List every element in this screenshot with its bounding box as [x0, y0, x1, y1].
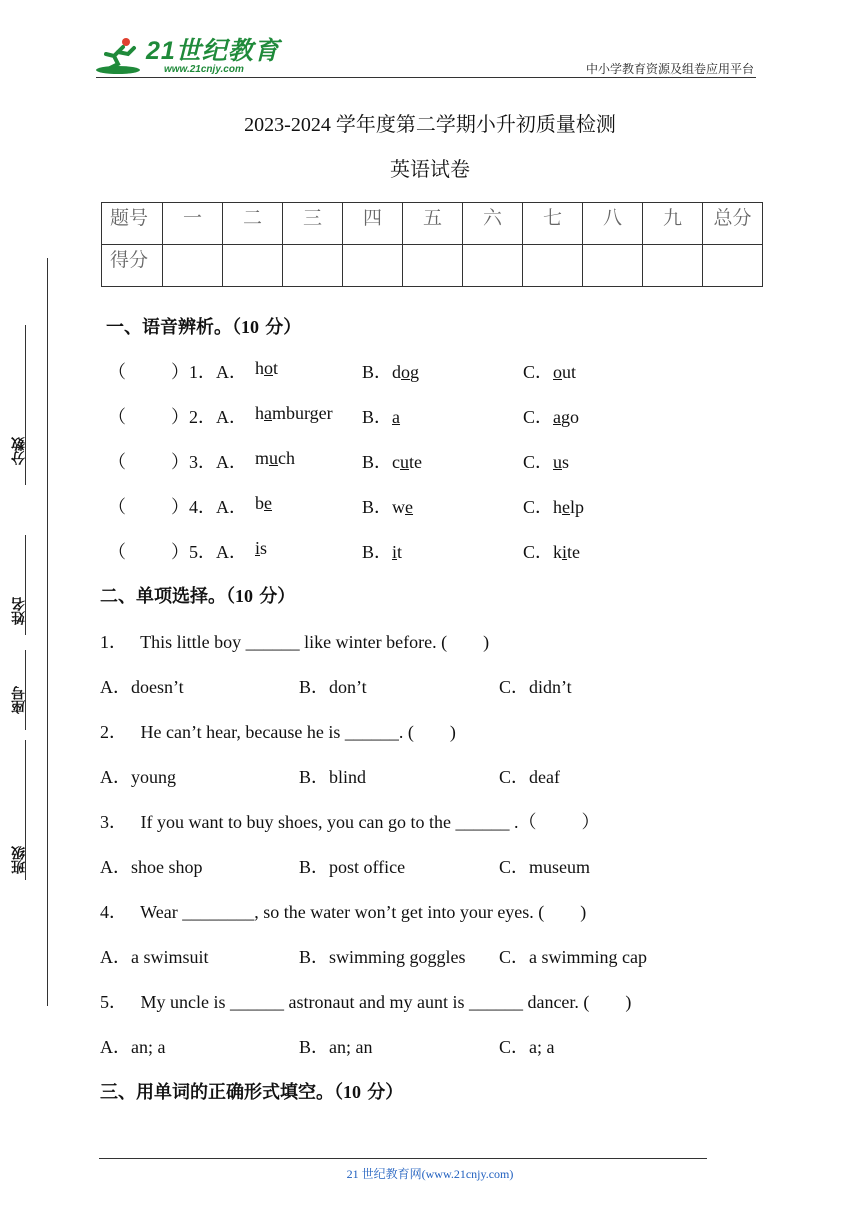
logo-name: 21世纪教育: [146, 36, 280, 65]
choice-c[interactable]: C．a swimming cap: [499, 947, 647, 967]
choice-b[interactable]: B．don’t: [299, 677, 367, 697]
answer-paren[interactable]: （: [108, 362, 126, 382]
score-input-cell[interactable]: [583, 245, 643, 287]
item-number: ）1．A．: [171, 362, 247, 382]
score-row-label: 得分: [102, 245, 163, 287]
score-input-cell[interactable]: [703, 245, 763, 287]
score-input-cell[interactable]: [403, 245, 463, 287]
score-cell: 题号: [102, 203, 163, 245]
choice-c[interactable]: C．museum: [499, 857, 591, 877]
score-input-cell[interactable]: [283, 245, 343, 287]
option-b: B．we: [362, 497, 414, 517]
footer-divider: [99, 1158, 707, 1159]
score-input-cell[interactable]: [163, 245, 223, 287]
choice-a[interactable]: A．shoe shop: [100, 857, 203, 877]
score-table-header-row: [102, 203, 763, 245]
choice-a[interactable]: A．young: [100, 767, 176, 787]
score-cell: 二: [223, 203, 283, 245]
score-input-cell[interactable]: [523, 245, 583, 287]
choice-a[interactable]: A．doesn’t: [100, 677, 184, 697]
question-text: 1． This little boy ______ like winter before. ( ): [100, 632, 490, 652]
question-text: 5． My uncle is ______ astronaut and my aunt is ______ dancer. ( ): [100, 992, 632, 1012]
score-input-cell[interactable]: [463, 245, 523, 287]
option-c: C．kite: [523, 542, 581, 562]
choice-b[interactable]: B．an; an: [299, 1037, 373, 1057]
choice-b[interactable]: B．post office: [299, 857, 406, 877]
section2-title: 二、单项选择。（10 分）: [100, 586, 296, 607]
header-divider: [96, 77, 756, 78]
option-c: C．us: [523, 452, 570, 472]
score-cell: 四: [343, 203, 403, 245]
logo: [96, 36, 280, 76]
score-input-cell[interactable]: [643, 245, 703, 287]
sidebar-label-class: 班级: [11, 846, 27, 874]
score-cell: 七: [523, 203, 583, 245]
option-c: C．out: [523, 362, 577, 382]
option-b: B．cute: [362, 452, 423, 472]
item-number: ）2．A．: [171, 407, 247, 427]
option-a: hamburger: [255, 403, 333, 423]
section3-title: 三、用单词的正确形式填空。（10 分）: [100, 1082, 404, 1103]
option-b: B．dog: [362, 362, 420, 382]
choice-c[interactable]: C．a; a: [499, 1037, 555, 1057]
score-input-cell[interactable]: [223, 245, 283, 287]
choice-b[interactable]: B．blind: [299, 767, 367, 787]
score-cell: 八: [583, 203, 643, 245]
answer-paren[interactable]: （: [108, 542, 126, 562]
answer-paren[interactable]: （: [108, 452, 126, 472]
choice-a[interactable]: A．an; a: [100, 1037, 166, 1057]
item-number: ）3．A．: [171, 452, 247, 472]
answer-paren[interactable]: （: [108, 497, 126, 517]
sidebar-label-seat: 座号: [11, 686, 27, 714]
score-cell: 三: [283, 203, 343, 245]
question-text: 4． Wear ________, so the water won’t get into your eyes. ( ): [100, 902, 587, 922]
choice-c[interactable]: C．deaf: [499, 767, 560, 787]
choice-c[interactable]: C．didn’t: [499, 677, 572, 697]
footer-link[interactable]: 21 世纪教育网(www.21cnjy.com): [346, 1167, 514, 1181]
answer-paren[interactable]: （: [108, 407, 126, 427]
page-title: 2023-2024 学年度第二学期小升初质量检测: [244, 114, 616, 136]
score-input-cell[interactable]: [343, 245, 403, 287]
logo-url: www.21cnjy.com: [164, 63, 244, 75]
score-cell: 六: [463, 203, 523, 245]
option-c: C．ago: [523, 407, 580, 427]
option-c: C．help: [523, 497, 585, 517]
sidebar-label-score: 分数: [11, 437, 27, 465]
option-a: is: [255, 538, 268, 558]
section1-title: 一、语音辨析。（10 分）: [106, 317, 302, 338]
score-cell: 一: [163, 203, 223, 245]
runner-logo-icon: [96, 36, 144, 76]
score-cell: 九: [643, 203, 703, 245]
score-cell: 五: [403, 203, 463, 245]
item-number: ）4．A．: [171, 497, 247, 517]
option-a: much: [255, 448, 296, 468]
option-b: B．it: [362, 542, 403, 562]
choice-b[interactable]: B．swimming goggles: [299, 947, 466, 967]
header-tagline: 中小学教育资源及组卷应用平台: [585, 62, 754, 76]
choice-a[interactable]: A．a swimsuit: [100, 947, 209, 967]
option-a: be: [255, 493, 272, 513]
sidebar-label-name: 姓名: [11, 597, 27, 625]
option-b: B．a: [362, 407, 401, 427]
page-subtitle: 英语试卷: [390, 159, 470, 181]
option-a: hot: [255, 358, 279, 378]
question-text: 2． He can’t hear, because he is ______. ( ): [100, 722, 456, 742]
binding-line: [47, 258, 48, 1006]
question-text: 3． If you want to buy shoes, you can go to the ______ .（ ）: [100, 812, 600, 832]
item-number: ）5．A．: [171, 542, 247, 562]
score-table: [101, 202, 763, 287]
score-table-score-row: [102, 245, 763, 287]
score-cell: 总分: [703, 203, 763, 245]
